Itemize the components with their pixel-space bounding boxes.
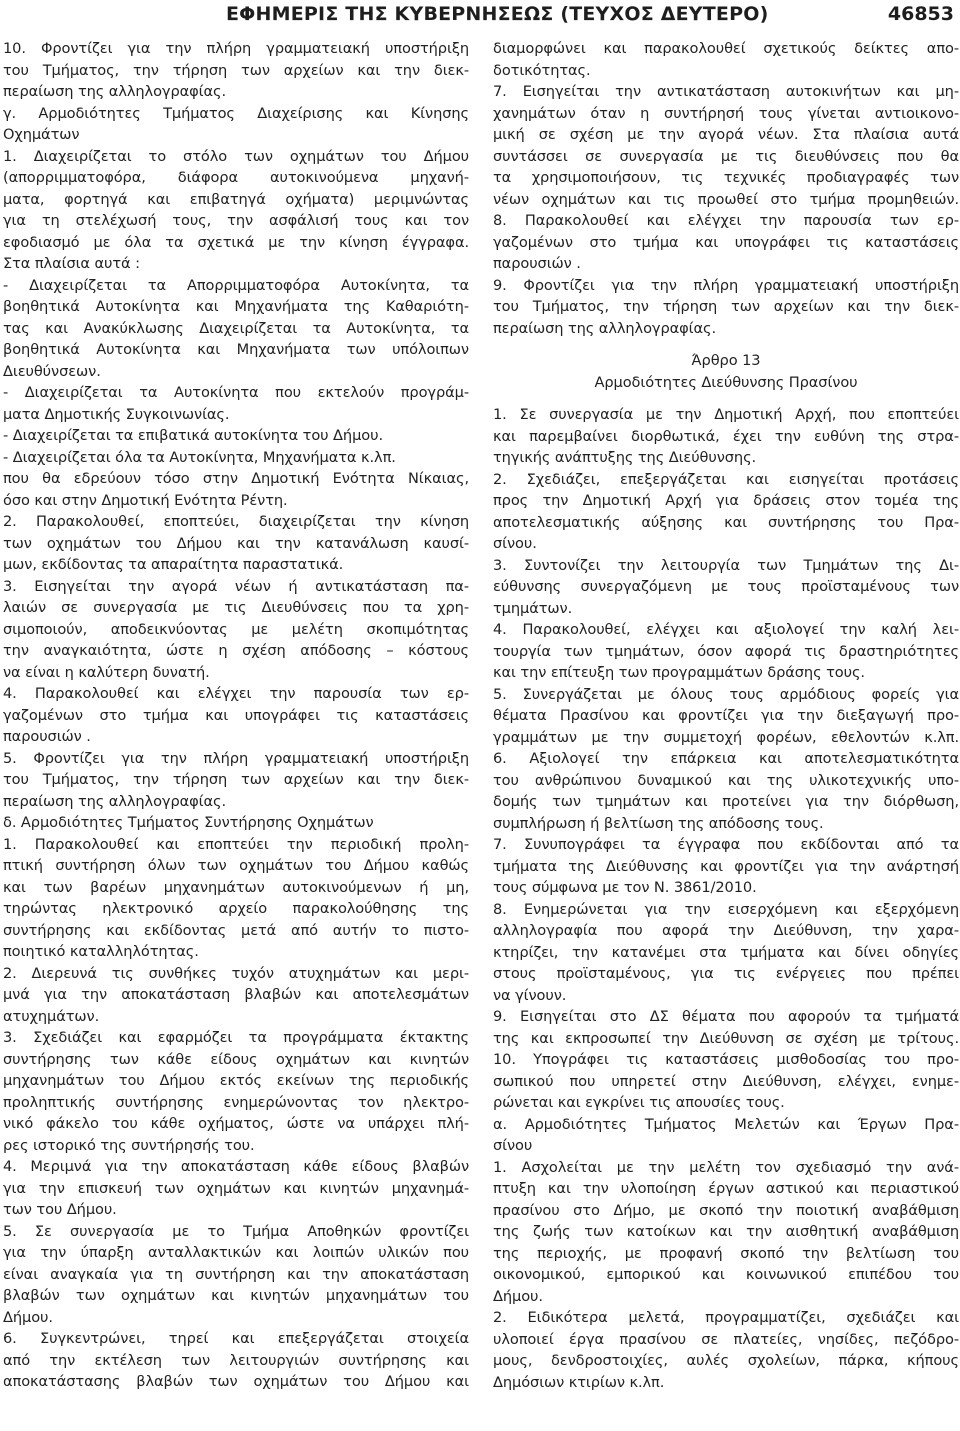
text-line: από την εκτέλεση των λειτουργιών συντήρησης και [3, 1351, 469, 1369]
text-line: γ. Αρμοδιότητες Τμήματος Διαχείρισης και Κίνησης [3, 104, 469, 122]
text-line: που θα εδρεύουν τόσο στην Δημοτική Ενότητα Νίκαιας, [3, 470, 469, 487]
text-line: 8. Παρακολουθεί και ελέγχει την παρουσία των ερ- [493, 212, 959, 229]
text-line: περαίωση της αλληλογραφίας. [3, 83, 227, 100]
text-line: σίνου [493, 1137, 533, 1154]
text-line: γραμμάτων με την συμμετοχή φορέων, εθελοντών κ.λπ. [493, 728, 959, 746]
text-line: να είναι η καλύτερη δυνατή. [3, 663, 210, 681]
text-line: αλληλογραφία που αφορά την Διεύθυνση, την χαρα- [493, 922, 959, 939]
text-line: και την επίτευξη των προγραμμάτων δράσης τους. [493, 664, 865, 681]
text-line: για την επισκευή των οχημάτων και κινητών μηχανημά- [3, 1179, 469, 1197]
text-line: και των βαρέων μηχανημάτων αυτοκινούμενων ή μη, [3, 878, 469, 896]
text-line: για τη στελέχωσή τους, την ασφάλισή τους και τον [3, 212, 469, 229]
text-line: δοτικότητας. [493, 61, 591, 79]
right-column [493, 38, 959, 1393]
text-line: 9. Φροντίζει για την πλήρη γραμματειακή υποστήριξη [493, 276, 959, 294]
text-line: 6. Συγκεντρώνει, τηρεί και επεξεργάζεται στοιχεία [3, 1330, 469, 1347]
text-line: περαίωση της αλληλογραφίας. [3, 792, 227, 810]
text-line: 4. Παρακολουθεί και ελέγχει την παρουσία των ερ- [3, 685, 469, 702]
text-line: - Διαχειρίζεται τα Αυτοκίνητα που εκτελούν προγράμ- [3, 384, 469, 401]
text-line: γαζομένων στο τμήμα και υπογράφει τις καταστάσεις [3, 706, 469, 724]
page-number: 46853 [887, 3, 954, 25]
text-line: - Διαχειρίζεται τα επιβατικά αυτοκίνητα του Δήμου. [3, 427, 383, 444]
text-line: βλαβών των οχημάτων και κινητών μηχανημάτων του [3, 1287, 469, 1304]
text-line: 3. Εισηγείται την αγορά νέων ή αντικατάσταση πα- [3, 577, 469, 595]
text-line [493, 339, 959, 350]
text-line: δ. Αρμοδιότητες Τμήματος Συντήρησης Οχημάτων [3, 814, 374, 831]
text-line: πτική συντήρηση όλων των οχημάτων του Δήμου καθώς [3, 857, 469, 874]
text-line: α. Αρμοδιότητες Τμήματος Μελετών και Έργων Πρα- [493, 1115, 959, 1133]
left-column [3, 38, 469, 1393]
text-line: όσο και στην Δημοτική Ενότητα Ρέντη. [3, 491, 288, 509]
text-line: βοηθητικά Αυτοκίνητα και Μηχανήματα της Καθαριότη- [3, 298, 469, 315]
text-line: ματα Δημοτικής Συγκοινωνίας. [3, 405, 230, 423]
text-line: 3. Συντονίζει την λειτουργία των Τμημάτων της Δι- [493, 556, 959, 574]
text-line: σίνου. [493, 535, 537, 552]
text-line: 7. Εισηγείται την αντικατάσταση αυτοκινήτων και μη- [493, 83, 959, 100]
text-line: 7. Συνυπογράφει τα έγγραφα που εκδίδονται από τα [493, 836, 959, 853]
gazette-title: ΕΦΗΜΕΡΙΣ ΤΗΣ ΚΥΒΕΡΝΗΣΕΩΣ (ΤΕΥΧΟΣ ΔΕΥΤΕΡΟ) [226, 3, 769, 25]
text-line: της περιοχής, με προφανή σκοπό την βελτίωση του [493, 1244, 959, 1262]
text-line: είναι αναγκαία για τη συντήρηση και την αποκατάσταση [3, 1265, 469, 1283]
text-line: ρώνεται και εγκρίνει τις απουσίες τους. [493, 1094, 785, 1111]
text-line: της και εκπροσωπεί την Διεύθυνση σε σχέση με τρίτους. [493, 1029, 959, 1047]
text-line: ρες ιστορικό της συντήρησής του. [3, 1136, 255, 1154]
text-line: 5. Σε συνεργασία με το Τμήμα Αποθηκών φροντίζει [3, 1222, 469, 1240]
text-line: 5. Φροντίζει για την πλήρη γραμματειακή υποστήριξη [3, 749, 469, 767]
text-line: Διευθύνσεων. [3, 362, 101, 380]
text-line: τουργία των τμημάτων, όσον αφορά τις δραστηριότητες [493, 642, 959, 660]
text-line: 2. Ειδικότερα μελετά, προγραμματίζει, σχεδιάζει και [493, 1309, 959, 1326]
text-line: 10. Υπογράφει τις καταστάσεις μισθοδοσίας του προ- [493, 1051, 959, 1068]
text-line: μων, εκδίδοντας τα απαραίτητα παραστατικά. [3, 556, 344, 573]
text-line: 1. Διαχειρίζεται το στόλο των οχημάτων του Δήμου [3, 147, 469, 165]
text-line: του ανθρώπινου δυναμικού και της υλικοτεχνικής υπο- [493, 771, 959, 789]
text-line: ματα, φορτηγά και επιβατηγά οχήματα) μεριμνώντας [3, 190, 469, 208]
text-line: Στα πλαίσια αυτά : [3, 255, 140, 272]
text-line: διαμορφώνει και παρακολουθεί σχετικούς δείκτες απο- [493, 40, 959, 57]
text-line: δομής των τμημάτων και προτείνει για την διόρθωση, [493, 793, 959, 810]
text-line: πτυξη και την υλοποίηση έργων αστικού και περιαστικού [493, 1180, 959, 1197]
text-line: νικό φάκελο του κάθε οχήματος, ώστε να υπάρχει πλή- [3, 1115, 469, 1132]
text-line: μους, δενδροστοιχίες, αυλές σχολείων, πάρκα, κήπους [493, 1352, 959, 1369]
text-line: μική σε σχέση με την αγορά νέων. Στα πλαίσια αυτά [493, 126, 959, 143]
text-line: 1. Παρακολουθεί και εποπτεύει την περιοδική προλη- [3, 835, 469, 853]
text-line: τμημάτων. [493, 599, 573, 617]
text-line: - Διαχειρίζεται όλα τα Αυτοκίνητα, Μηχανήματα κ.λπ. [3, 448, 396, 466]
text-line: των του Δήμου. [3, 1201, 117, 1218]
text-line: παρουσιών . [3, 728, 91, 745]
text-line: Δήμου. [493, 1287, 543, 1305]
text-line: τους σύμφωνα με τον Ν. 3861/2010. [493, 879, 757, 896]
text-line: της ζωής των κατοίκων και την αισθητική αναβάθμιση [493, 1223, 959, 1240]
text-line: εφοδιασμό με όλα τα σχετικά με την κίνηση έγγραφα. [3, 233, 469, 251]
text-line: χανημάτων όταν η συντήρησή τους γίνεται αντιοικονο- [493, 104, 959, 122]
text-line: βοηθητικά Αυτοκίνητα και Μηχανήματα των υπόλοιπων [3, 341, 469, 358]
text-line: κτηρίζει, την κατανέμει στα τμήματα και δίνει οδηγίες [493, 943, 959, 961]
text-line [493, 393, 959, 404]
text-line: 3. Σχεδιάζει και εφαρμόζει τα προγράμματα έκτακτης [3, 1029, 469, 1046]
text-line: 8. Ενημερώνεται για την εισερχόμενη και εξερχόμενη [493, 900, 959, 918]
text-line: 1. Σε συνεργασία με την Δημοτική Αρχή, που εποπτεύει [493, 406, 959, 423]
text-line: του Τμήματος, την τήρηση των αρχείων και την διεκ- [3, 61, 469, 79]
text-line: συντήρησης και εκδίδοντας μετά από αυτήν το πιστο- [3, 921, 469, 939]
text-line: αποτελεσματικής αύξησης και συντήρησης του Πρα- [493, 513, 959, 531]
text-line: υλοποιεί έργα πρασίνου σε πλατείες, νησίδες, πεζόδρο- [493, 1330, 959, 1348]
text-line: περαίωση της αλληλογραφίας. [493, 319, 717, 337]
text-line: 2. Σχεδιάζει, επεξεργάζεται και εισηγείται προτάσεις [493, 470, 959, 488]
text-line: τας και Ανακύκλωσης Διαχειρίζεται τα Αυτοκίνητα, τα [3, 319, 469, 337]
text-line: νέων οχημάτων και τις προωθεί στο τμήμα προμηθειών. [493, 190, 959, 208]
text-line: 2. Διερευνά τις συνθήκες τυχόν ατυχημάτων και μερι- [3, 964, 469, 982]
article-heading-line: Άρθρο 13 [691, 352, 761, 369]
text-line: Δήμου. [3, 1308, 53, 1326]
article-heading-line: Αρμοδιότητες Διεύθυνσης Πρασίνου [594, 373, 858, 391]
text-line: γαζομένων στο τμήμα και υπογράφει τις καταστάσεις [493, 233, 959, 251]
text-line: θέματα Πρασίνου και φροντίζει για την διεξαγωγή προ- [493, 707, 959, 724]
text-line: τα χρησιμοποιήσουν, τις τεχνικές προδιαγραφές των [493, 169, 959, 186]
text-line: προς την Δημοτική Αρχή για δράσεις στον τομέα της [493, 492, 959, 509]
text-line: μηχανημάτων του Δήμου εκτός εκείνων της περιοδικής [3, 1072, 469, 1089]
text-line: την αναγκαιότητα, ώστε η σχέση απόδοσης – κόστους [3, 642, 469, 659]
page-header [0, 0, 960, 34]
text-line: 4. Μεριμνά για την αποκατάσταση κάθε είδους βλαβών [3, 1158, 469, 1175]
text-line: αποκατάστασης βλαβών των οχημάτων του Δήμου και [3, 1373, 469, 1390]
text-line: τηρώντας ηλεκτρονικό αρχείο παρακολούθησης της [3, 900, 469, 917]
text-line: (απορριμματοφόρα, διάφορα αυτοκινούμενα μηχανή- [3, 169, 469, 186]
text-line: 9. Εισηγείται στο ΔΣ θέματα που αφορούν τα τμήματά [493, 1008, 959, 1025]
text-line: 5. Συνεργάζεται με όλους τους αρμόδιους φορείς για [493, 685, 959, 703]
text-line: Οχημάτων [3, 126, 80, 143]
text-line: συμπλήρωση ή βελτίωση της απόδοσης τους. [493, 814, 824, 832]
text-line: 4. Παρακολουθεί, ελέγχει και αξιολογεί την καλή λει- [493, 621, 959, 638]
text-line: των οχημάτων του Δήμου και την κατανάλωση καυσί- [3, 534, 469, 552]
text-line: μνά για την αποκατάσταση βλαβών και αποτελεσμάτων [3, 986, 469, 1003]
text-line: για την ύπαρξη ανταλλακτικών και λοιπών υλικών που [3, 1244, 469, 1261]
text-line: στους προϊσταμένους, για τις ενέργειες που πρέπει [493, 965, 959, 982]
text-line: ποιητικό καταλληλότητας. [3, 943, 199, 960]
text-line: και παρεμβαίνει διορθωτικά, έχει την ευθύνη της στρα- [493, 427, 959, 445]
text-line: λαιών σε συνεργασία με τις Διευθύνσεις που τα χρη- [3, 599, 469, 616]
text-line: 6. Αξιολογεί την επάρκεια και αποτελεσματικότητα [493, 750, 959, 767]
text-line: συντήρησης των κάθε είδους οχημάτων και κινητών [3, 1050, 469, 1068]
text-line: συντάσσει σε συνεργασία με τις διευθύνσεις που θα [493, 147, 959, 165]
text-line: παρουσιών . [493, 255, 581, 272]
text-line: Δημόσιων κτιρίων κ.λπ. [493, 1373, 665, 1391]
text-line: οικονομικού, εμπορικού και κοινωνικού επιπέδου του [493, 1266, 959, 1283]
text-line: του Τμήματος, την τήρηση των αρχείων και την διεκ- [3, 771, 469, 788]
text-line: σωπικού που υπηρετεί στην Διεύθυνση, ελέγχει, ενημε- [493, 1072, 959, 1090]
text-line: εύθυνσης συνεργαζόμενη με τους προϊσταμένους των [493, 578, 959, 595]
text-line: τηγικής ανάπτυξης της Διεύθυνσης. [493, 449, 757, 466]
text-line: 10. Φροντίζει για την πλήρη γραμματειακή υποστήριξη [3, 40, 469, 57]
text-line: του Τμήματος, την τήρηση των αρχείων και την διεκ- [493, 298, 959, 315]
text-line: - Διαχειρίζεται τα Απορριμματοφόρα Αυτοκίνητα, τα [3, 276, 469, 294]
text-line: 1. Ασχολείται με την μελέτη τον σχεδιασμό την ανά- [493, 1158, 959, 1176]
text-line: 2. Παρακολουθεί, εποπτεύει, διαχειρίζεται την κίνηση [3, 513, 469, 530]
text-line: προληπτικής συντήρησης ενημερώνοντας τον ηλεκτρο- [3, 1093, 469, 1111]
text-line: σιμοποιούν, αποδεικνύοντας με μελέτη σκοπιμότητας [3, 620, 469, 638]
text-line: τμήματα της Διεύθυνσης και φροντίζει για την ανάρτησή [493, 857, 959, 875]
text-line: να γίνουν. [493, 986, 567, 1004]
text-line: πρασίνου στο Δήμο, με σκοπό την ποιοτική αναβάθμιση [493, 1201, 959, 1219]
text-line: ατυχημάτων. [3, 1007, 100, 1025]
